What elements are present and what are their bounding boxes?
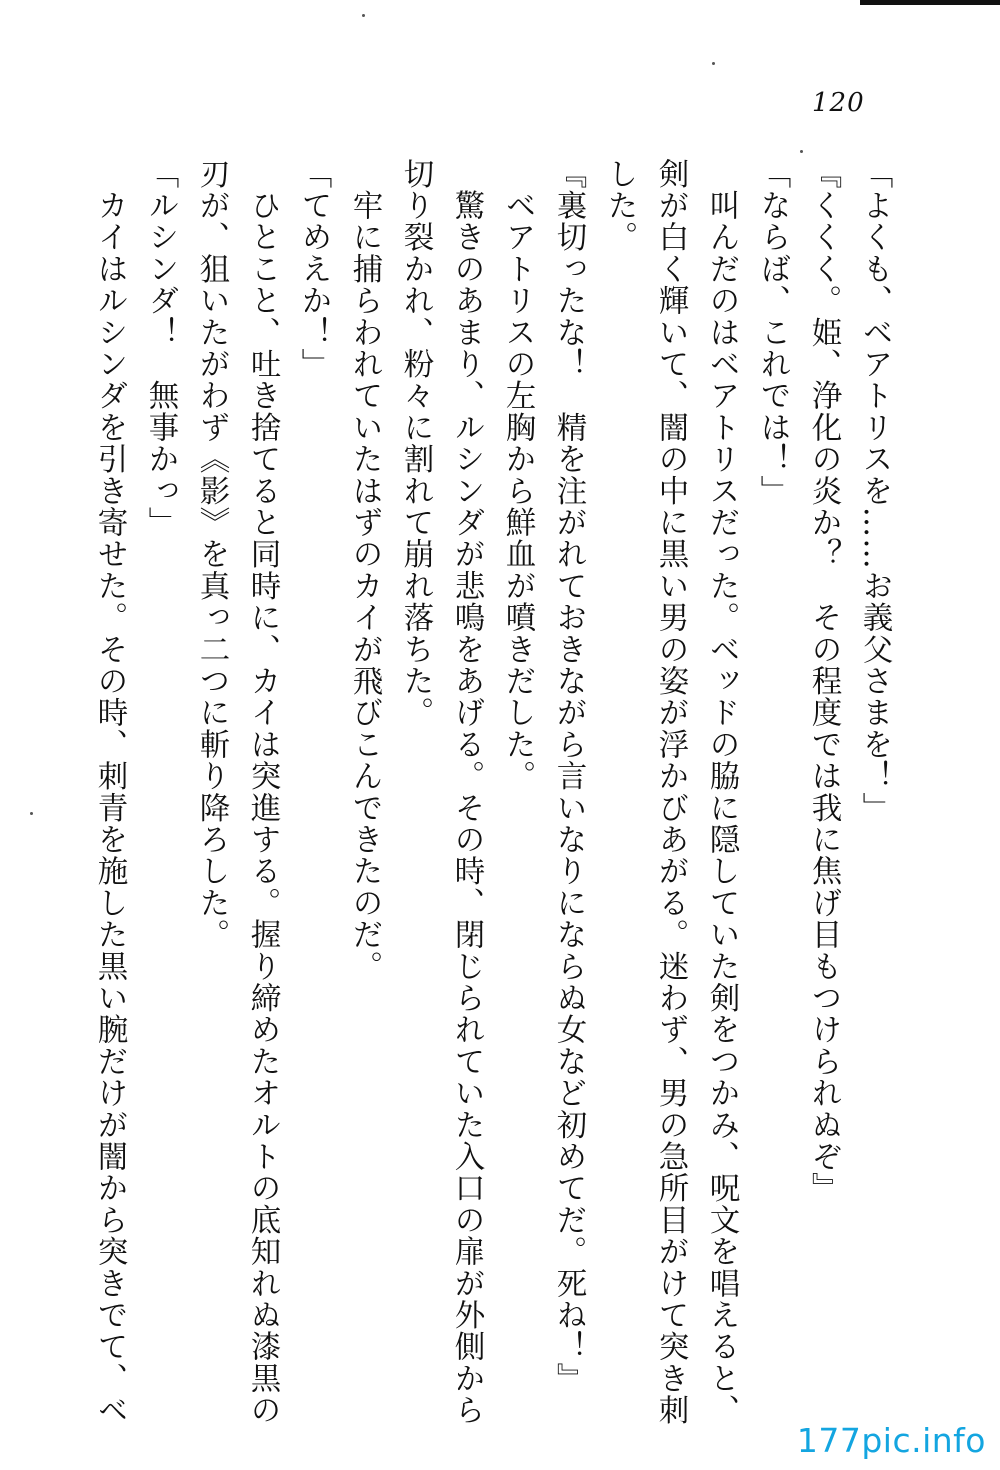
scan-speck [30, 812, 33, 815]
text-line: 「よくも、ベアトリスを……お義父さまを！」 [857, 158, 892, 824]
text-line: 叫んだのはベアトリスだった。ベッドの脇に隠していた剣をつかみ、呪文を唱えると、 [704, 158, 739, 1426]
vertical-text-body [84, 158, 900, 1426]
site-watermark: 177pic.info [796, 1421, 986, 1460]
scan-speck [800, 150, 803, 153]
text-line: 『くくく。姫、浄化の炎か？ その程度では我に焦げ目もつけられぬぞ』 [806, 158, 841, 1205]
text-line: 「てめえか！」 [296, 158, 331, 380]
page-number: 120 [812, 88, 865, 118]
text-line: 切り裂かれ、粉々に割れて崩れ落ちた。 [398, 158, 433, 729]
scan-speck [712, 62, 715, 65]
scan-speck [362, 14, 365, 17]
text-line: 「ならば、これでは！」 [755, 158, 790, 507]
text-line: 『裏切ったな！ 精を注がれておきながら言いなりにならぬ女など初めてだ。死ね！』 [551, 158, 586, 1395]
text-line: 剣が白く輝いて、闇の中に黒い男の姿が浮かびあがる。迷わず、男の急所目がけて突き刺 [653, 158, 688, 1426]
text-line: した。 [602, 158, 637, 254]
text-line: 刃が、狙いたがわず《影》を真っ二つに斬り降ろした。 [194, 158, 229, 951]
text-line: 「ルシンダ！ 無事かっ」 [143, 158, 178, 539]
text-line: 牢に捕らわれていたはずのカイが飛びこんできたのだ。 [347, 158, 382, 983]
text-line: ベアトリスの左胸から鮮血が噴きだした。 [500, 158, 535, 792]
top-edge-rule [860, 0, 1000, 5]
text-line: カイはルシンダを引き寄せた。その時、刺青を施した黒い腕だけが闇から突きでて、ベ [92, 158, 127, 1426]
text-line: ひとこと、吐き捨てると同時に、カイは突進する。握り締めたオルトの底知れぬ漆黒の [245, 158, 280, 1426]
text-line: 驚きのあまり、ルシンダが悲鳴をあげる。その時、閉じられていた入口の扉が外側から [449, 158, 484, 1426]
